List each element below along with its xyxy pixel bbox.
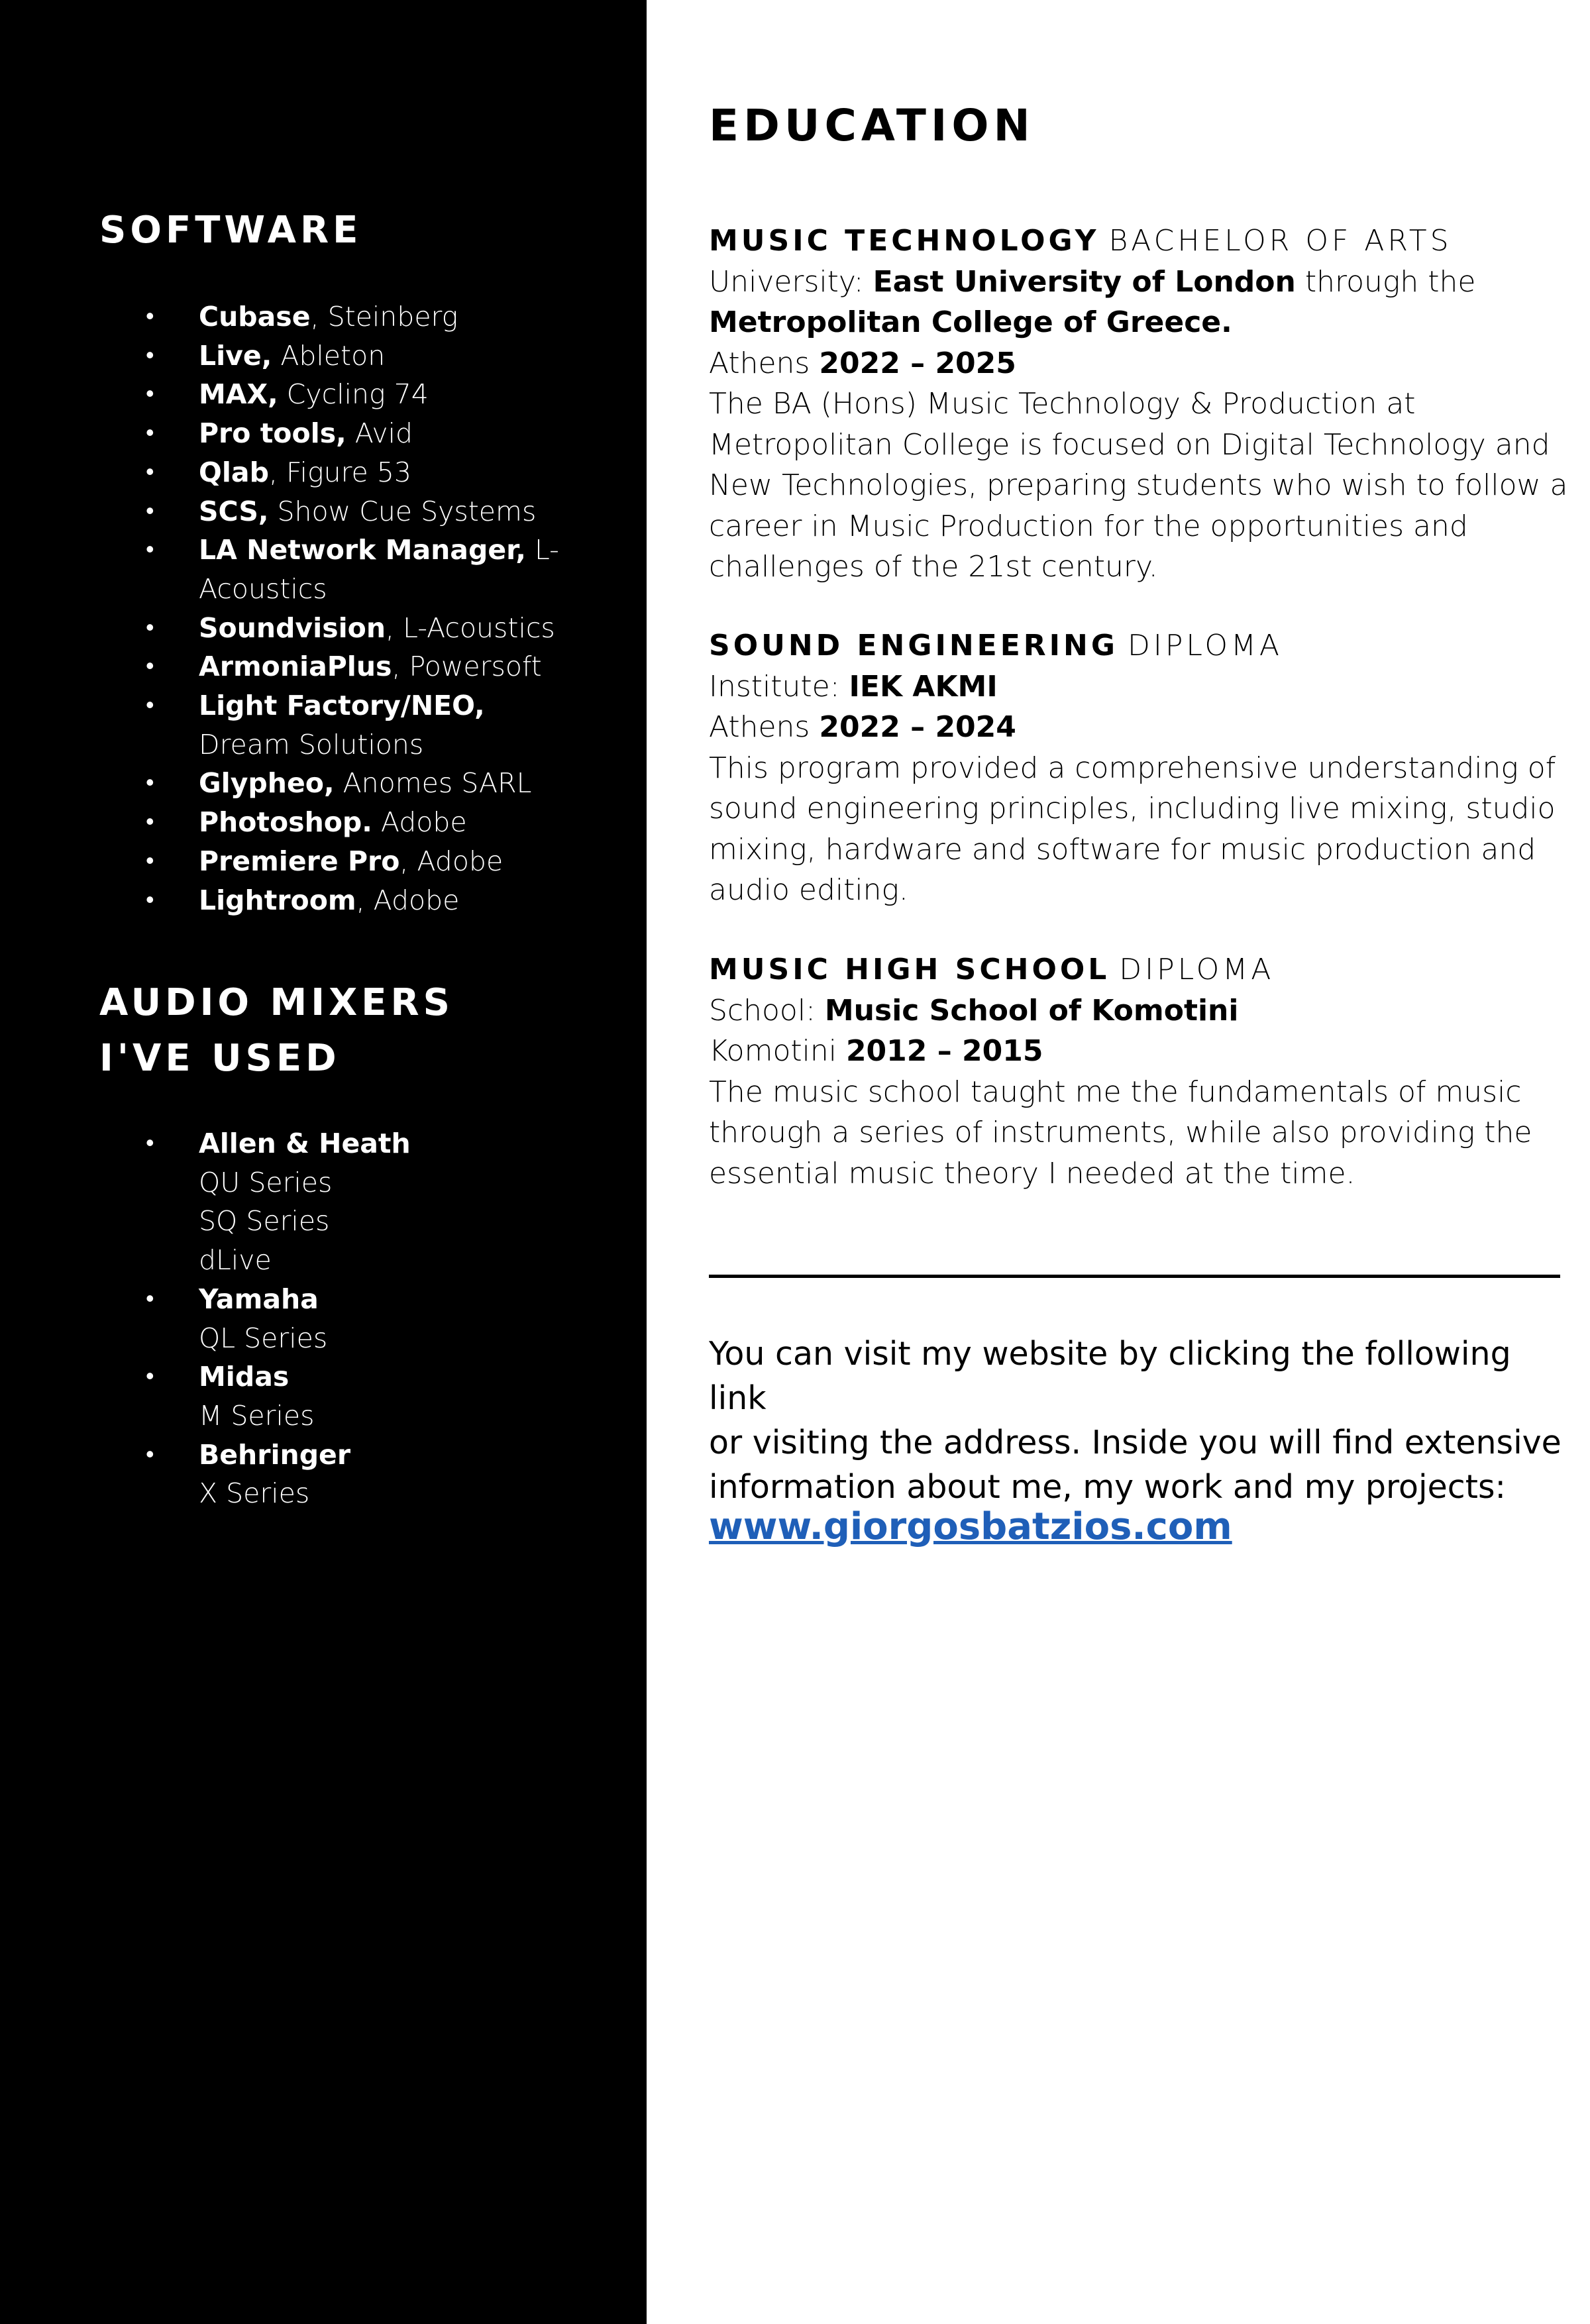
entry-years: 2012 – 2015 bbox=[845, 1034, 1043, 1068]
mixer-brand: Midas bbox=[199, 1361, 290, 1393]
mixer-brand: Allen & Heath bbox=[199, 1128, 411, 1159]
entry-institution-line2 bbox=[709, 302, 1570, 343]
separator bbox=[372, 806, 381, 838]
mixer-item bbox=[99, 1357, 576, 1435]
separator bbox=[526, 534, 535, 566]
degree-field: SOUND ENGINEERING bbox=[709, 629, 1118, 662]
mixer-series: X Series bbox=[199, 1477, 310, 1510]
degree-type: DIPLOMA bbox=[1127, 629, 1283, 662]
entry-description-line: career in Music Production for the opportunities and bbox=[709, 509, 1468, 543]
bullet-icon: • bbox=[146, 1363, 154, 1391]
entry-description-line: The BA (Hons) Music Technology & Production at bbox=[709, 387, 1416, 421]
separator: , bbox=[268, 456, 287, 488]
website-intro-line: information about me, my work and my projects: bbox=[709, 1468, 1506, 1506]
entry-title bbox=[709, 221, 1570, 262]
software-item bbox=[99, 531, 576, 608]
separator bbox=[346, 417, 355, 449]
software-name: Light Factory/NEO, bbox=[199, 690, 485, 722]
software-list bbox=[99, 297, 576, 920]
software-item bbox=[99, 609, 576, 648]
mixer-brand: Behringer bbox=[199, 1438, 351, 1471]
software-vendor: L-Acoustics bbox=[199, 534, 559, 605]
entry-description-line: The music school taught me the fundamentals of music bbox=[709, 1075, 1522, 1109]
separator: , bbox=[386, 611, 403, 644]
software-vendor: Show Cue Systems bbox=[277, 495, 537, 527]
software-vendor: Steinberg bbox=[327, 301, 458, 333]
software-item bbox=[99, 686, 576, 764]
software-item bbox=[99, 764, 576, 803]
entry-place: Komotini bbox=[709, 1034, 846, 1068]
degree-type: DIPLOMA bbox=[1119, 953, 1275, 986]
software-name: Lightroom bbox=[199, 884, 356, 916]
mixer-series: QL Series bbox=[199, 1322, 328, 1354]
bullet-icon: • bbox=[146, 497, 154, 525]
entry-title bbox=[709, 949, 1570, 990]
institution-name: IEK AKMI bbox=[849, 669, 998, 704]
section-divider bbox=[709, 1275, 1560, 1278]
bullet-icon: • bbox=[146, 886, 154, 914]
degree-field: MUSIC HIGH SCHOOL bbox=[709, 953, 1110, 986]
bullet-icon: • bbox=[146, 419, 154, 447]
software-name: ArmoniaPlus bbox=[199, 651, 392, 683]
mixers-list bbox=[99, 1124, 576, 1513]
software-item bbox=[99, 375, 576, 414]
separator: , bbox=[399, 845, 417, 877]
bullet-icon: • bbox=[146, 613, 154, 641]
software-vendor: Ableton bbox=[280, 339, 386, 372]
software-item bbox=[99, 842, 576, 881]
software-name: Qlab bbox=[199, 456, 269, 488]
software-name: LA Network Manager, bbox=[199, 534, 526, 566]
entry-institution bbox=[709, 990, 1570, 1031]
bullet-icon: • bbox=[146, 341, 154, 369]
software-vendor: Adobe bbox=[417, 845, 504, 877]
degree-field: MUSIC TECHNOLOGY bbox=[709, 224, 1100, 258]
software-name: Soundvision bbox=[199, 611, 386, 644]
entry-institution bbox=[709, 262, 1570, 303]
website-intro-line: or visiting the address. Inside you will find extensive bbox=[709, 1424, 1562, 1461]
separator: , bbox=[310, 301, 328, 333]
entry-description-line: mixing, hardware and software for music production and bbox=[709, 832, 1536, 867]
bullet-icon: • bbox=[146, 808, 154, 836]
degree-type: BACHELOR OF ARTS bbox=[1108, 224, 1452, 258]
institution-suffix: through the bbox=[1295, 264, 1476, 299]
entry-place-years bbox=[709, 707, 1570, 748]
entry-description-line: This program provided a comprehensive understanding of bbox=[709, 751, 1556, 785]
entry-description-line: challenges of the 21st century. bbox=[709, 550, 1158, 584]
software-vendor: Adobe bbox=[373, 884, 460, 916]
mixer-series: dLive bbox=[199, 1244, 272, 1277]
software-item bbox=[99, 337, 576, 376]
software-name: Premiere Pro bbox=[199, 845, 400, 877]
education-entry-high-school bbox=[709, 949, 1570, 1194]
software-vendor: Avid bbox=[354, 417, 413, 450]
bullet-icon: • bbox=[146, 1130, 154, 1157]
software-item bbox=[99, 881, 576, 920]
software-vendor: Adobe bbox=[380, 806, 467, 839]
software-vendor: Dream Solutions bbox=[199, 728, 424, 761]
software-vendor: Powersoft bbox=[409, 651, 542, 683]
separator bbox=[278, 378, 287, 410]
bullet-icon: • bbox=[146, 303, 154, 330]
education-entry-sound-engineering bbox=[709, 625, 1570, 911]
entry-place-years bbox=[709, 343, 1570, 384]
entry-years: 2022 – 2024 bbox=[819, 710, 1016, 744]
bullet-icon: • bbox=[146, 769, 154, 797]
software-name: Cubase bbox=[199, 301, 311, 333]
software-name: Photoshop. bbox=[199, 806, 372, 839]
entry-years: 2022 – 2025 bbox=[819, 346, 1016, 380]
mixer-item bbox=[99, 1124, 576, 1280]
website-link[interactable]: www.giorgosbatzios.com bbox=[709, 1505, 1232, 1548]
entry-place-years bbox=[709, 1031, 1570, 1072]
entry-description-line: New Technologies, preparing students who wish to follow a bbox=[709, 468, 1568, 502]
bullet-icon: • bbox=[146, 692, 154, 719]
software-item bbox=[99, 492, 576, 531]
software-vendor: L-Acoustics bbox=[403, 611, 555, 644]
institution-name: Music School of Komotini bbox=[824, 993, 1239, 1028]
bullet-icon: • bbox=[146, 1440, 154, 1468]
website-intro-line: You can visit my website by clicking the following link bbox=[709, 1335, 1511, 1417]
software-item bbox=[99, 297, 576, 337]
separator bbox=[335, 767, 343, 799]
mixer-item bbox=[99, 1436, 576, 1513]
institution-label: Institute: bbox=[709, 669, 849, 704]
bullet-icon: • bbox=[146, 847, 154, 874]
sidebar bbox=[0, 0, 647, 2324]
software-item bbox=[99, 647, 576, 686]
mixer-brand: Yamaha bbox=[199, 1283, 319, 1315]
entry-institution bbox=[709, 666, 1570, 708]
mixers-heading: AUDIO MIXERS I'VE USED bbox=[99, 981, 454, 1080]
entry-description-line: essential music theory I needed at the time. bbox=[709, 1156, 1355, 1190]
website-intro bbox=[709, 1332, 1570, 1509]
software-vendor: Cycling 74 bbox=[286, 378, 429, 411]
software-vendor: Figure 53 bbox=[286, 456, 411, 488]
separator bbox=[272, 340, 280, 372]
entry-title bbox=[709, 625, 1570, 666]
entry-place: Athens bbox=[709, 710, 820, 744]
software-name: SCS, bbox=[199, 495, 269, 527]
education-heading: EDUCATION bbox=[709, 100, 1035, 151]
bullet-icon: • bbox=[146, 380, 154, 408]
software-name: Pro tools, bbox=[199, 417, 346, 450]
entry-description-line: sound engineering principles, including live mixing, studio bbox=[709, 792, 1556, 825]
institution-label: University: bbox=[709, 264, 873, 299]
entry-description-line: Metropolitan College is focused on Digital Technology and bbox=[709, 427, 1550, 462]
education-entry-bachelor bbox=[709, 221, 1570, 588]
mixer-series: QU Series bbox=[199, 1166, 333, 1198]
separator: , bbox=[392, 651, 409, 683]
entry-description-line: audio editing. bbox=[709, 873, 908, 907]
separator bbox=[268, 496, 277, 527]
entry-description-line: through a series of instruments, while also providing the bbox=[709, 1116, 1532, 1149]
mixer-item bbox=[99, 1280, 576, 1357]
bullet-icon: • bbox=[146, 653, 154, 680]
institution-name: East University of London bbox=[873, 264, 1296, 299]
software-heading: SOFTWARE bbox=[99, 209, 362, 252]
bullet-icon: • bbox=[146, 536, 154, 564]
bullet-icon: • bbox=[146, 1285, 154, 1312]
institution-name-2: Metropolitan College of Greece. bbox=[709, 305, 1232, 339]
software-name: Glypheo, bbox=[199, 767, 335, 800]
software-item bbox=[99, 414, 576, 453]
software-name: Live, bbox=[199, 339, 272, 372]
software-name: MAX, bbox=[199, 378, 278, 411]
software-item bbox=[99, 453, 576, 492]
software-item bbox=[99, 803, 576, 842]
bullet-icon: • bbox=[146, 458, 154, 486]
institution-label: School: bbox=[709, 993, 825, 1028]
mixer-series: SQ Series bbox=[199, 1205, 330, 1238]
entry-place: Athens bbox=[709, 346, 820, 380]
software-vendor: Anomes SARL bbox=[343, 767, 532, 800]
separator: , bbox=[356, 884, 374, 916]
mixer-series: M Series bbox=[199, 1399, 315, 1432]
